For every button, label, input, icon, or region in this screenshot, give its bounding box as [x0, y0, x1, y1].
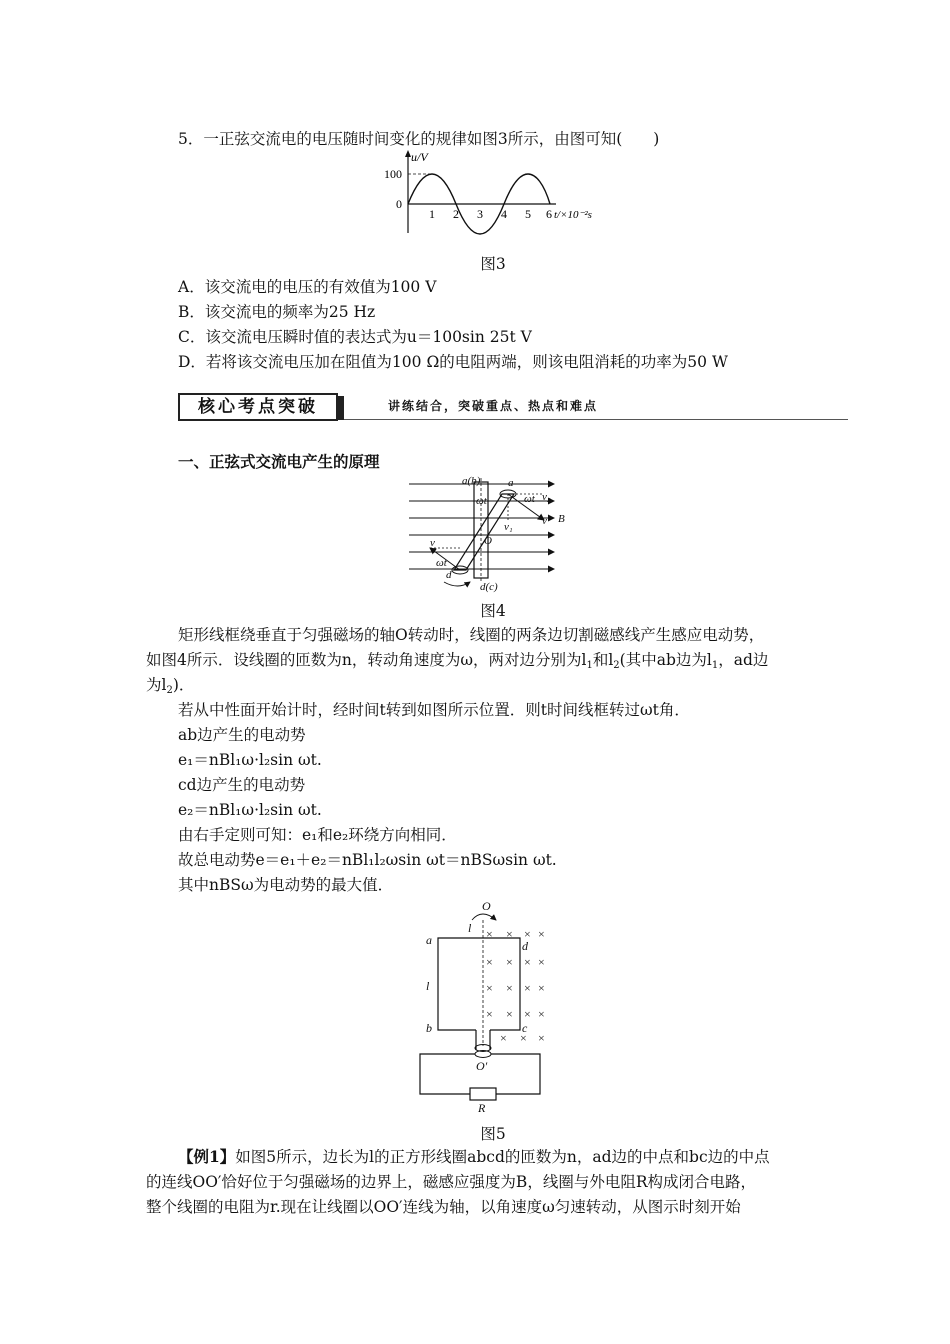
- svg-text:×: ×: [486, 981, 493, 995]
- svg-text:×: ×: [524, 927, 531, 941]
- label-O: O: [482, 899, 491, 913]
- x-axis-label: t/×10⁻²s: [554, 209, 592, 221]
- paragraph-5: cd边产生的电动势: [178, 776, 306, 794]
- y-axis-label: u/V: [411, 150, 428, 164]
- svg-text:×: ×: [524, 981, 531, 995]
- x-tick-5: 5: [525, 207, 531, 221]
- label-R: R: [478, 1101, 486, 1115]
- y-tick-100: 100: [384, 167, 402, 181]
- x-tick-3: 3: [477, 207, 483, 221]
- x-tick-6: 6: [546, 207, 552, 221]
- banner-rule: [344, 419, 848, 420]
- svg-text:×: ×: [506, 1007, 513, 1021]
- banner-subtitle: 讲练结合，突破重点、热点和难点: [388, 399, 599, 413]
- label-d: d: [446, 569, 452, 581]
- figure-4-rotating-coil: [404, 470, 579, 595]
- magnetic-field-crosses: [486, 927, 545, 1045]
- svg-text:×: ×: [486, 1007, 493, 1021]
- figure-5-coil-circuit: [410, 898, 560, 1118]
- svg-text:×: ×: [520, 1031, 527, 1045]
- example-1-line-3: 整个线圈的电阻为r.现在让线圈以OO′连线为轴，以角速度ω匀速转动，从图示时刻开始: [146, 1198, 741, 1216]
- option-c: C．该交流电压瞬时值的表达式为u＝100sin 25t V: [178, 328, 532, 346]
- figure-5-caption: 图5: [480, 1125, 506, 1143]
- figure-3-caption: 图3: [480, 255, 506, 273]
- section-1-heading: 一、正弦式交流电产生的原理: [178, 453, 380, 471]
- paragraph-7: 由右手定则可知：e₁和e₂环绕方向相同．: [178, 826, 457, 844]
- label-v: v: [542, 515, 547, 527]
- svg-text:×: ×: [524, 955, 531, 969]
- figure-3-sine-graph: [370, 148, 610, 238]
- section-banner: [178, 393, 848, 423]
- paragraph-1-line-3: 为$l_2$)．: [146, 676, 195, 696]
- svg-text:×: ×: [538, 955, 545, 969]
- resistor-R: [470, 1088, 496, 1100]
- label-a: a: [508, 477, 514, 489]
- label-b: b: [426, 1021, 432, 1035]
- label-l-top: l: [468, 921, 472, 935]
- label-l-left: l: [426, 979, 430, 993]
- x-tick-4: 4: [501, 207, 507, 221]
- label-v1: v₁: [504, 521, 513, 533]
- svg-text:×: ×: [486, 927, 493, 941]
- option-d: D．若将该交流电压加在阻值为100 Ω的电阻两端，则该电阻消耗的功率为50 W: [178, 353, 728, 371]
- label-d: d: [522, 939, 528, 953]
- label-c: c: [522, 1021, 528, 1035]
- label-O-prime: O′: [476, 1059, 488, 1073]
- svg-text:×: ×: [538, 1007, 545, 1021]
- x-tick-2: 2: [453, 207, 459, 221]
- label-v2: v₂: [542, 491, 551, 503]
- paragraph-2: 若从中性面开始计时，经时间t转到如图所示位置．则t时间线框转过ωt角．: [178, 701, 690, 719]
- paragraph-1-line-1: 矩形线框绕垂直于匀强磁场的轴O转动时，线圈的两条边切割磁感线产生感应电动势，: [178, 626, 765, 644]
- label-a-b: a(b): [462, 475, 481, 487]
- label-omega-t-right: ωt: [524, 493, 535, 505]
- svg-text:×: ×: [538, 981, 545, 995]
- paragraph-1-line-2: 如图4所示．设线圈的匝数为n，转动角速度为ω，两对边分别为$l_1$和$l_2$(其中ab边为$l_1$，ad边: [146, 651, 769, 671]
- label-omega-t-top: ωt: [476, 495, 487, 507]
- option-a: A．该交流电的电压的有效值为100 V: [178, 278, 437, 296]
- equation-e2: e₂＝nBl₁ω·l₂sin ωt.: [178, 801, 322, 819]
- equation-e1: e₁＝nBl₁ω·l₂sin ωt.: [178, 751, 322, 769]
- label-O: O: [484, 535, 492, 547]
- example-1-line-1: 【例1】如图5所示，边长为l的正方形线圈abcd的匝数为n，ad边的中点和bc边的中点: [178, 1147, 770, 1166]
- banner-bar: [338, 396, 344, 420]
- label-d-c: d(c): [480, 581, 498, 593]
- origin-label: 0: [396, 197, 402, 211]
- example-1-line-2: 的连线OO′恰好位于匀强磁场的边界上，磁感应强度为B，线圈与外电阻R构成闭合电路，: [146, 1173, 756, 1191]
- equation-total-emf: 故总电动势e＝e₁＋e₂＝nBl₁l₂ωsin ωt＝nBSωsin ωt.: [178, 851, 557, 869]
- svg-text:×: ×: [538, 1031, 545, 1045]
- label-a: a: [426, 933, 432, 947]
- svg-text:×: ×: [506, 981, 513, 995]
- svg-text:×: ×: [506, 955, 513, 969]
- label-v-left: v: [430, 537, 435, 549]
- paragraph-9: 其中nBSω为电动势的最大值．: [178, 876, 394, 894]
- svg-text:×: ×: [524, 1007, 531, 1021]
- label-B: B: [558, 513, 565, 525]
- svg-text:×: ×: [486, 955, 493, 969]
- paragraph-3: ab边产生的电动势: [178, 726, 306, 744]
- svg-text:×: ×: [538, 927, 545, 941]
- figure-4-caption: 图4: [480, 602, 506, 620]
- x-tick-1: 1: [429, 207, 435, 221]
- example-tag: 【例1】: [178, 1147, 236, 1166]
- svg-text:×: ×: [500, 1031, 507, 1045]
- label-omega-t-left: ωt: [436, 557, 447, 569]
- question-5-stem: 5．一正弦交流电的电压随时间变化的规律如图3所示，由图可知( ): [178, 130, 660, 148]
- svg-text:×: ×: [506, 927, 513, 941]
- option-b: B．该交流电的频率为25 Hz: [178, 303, 376, 321]
- banner-title: 核心考点突破: [178, 393, 338, 421]
